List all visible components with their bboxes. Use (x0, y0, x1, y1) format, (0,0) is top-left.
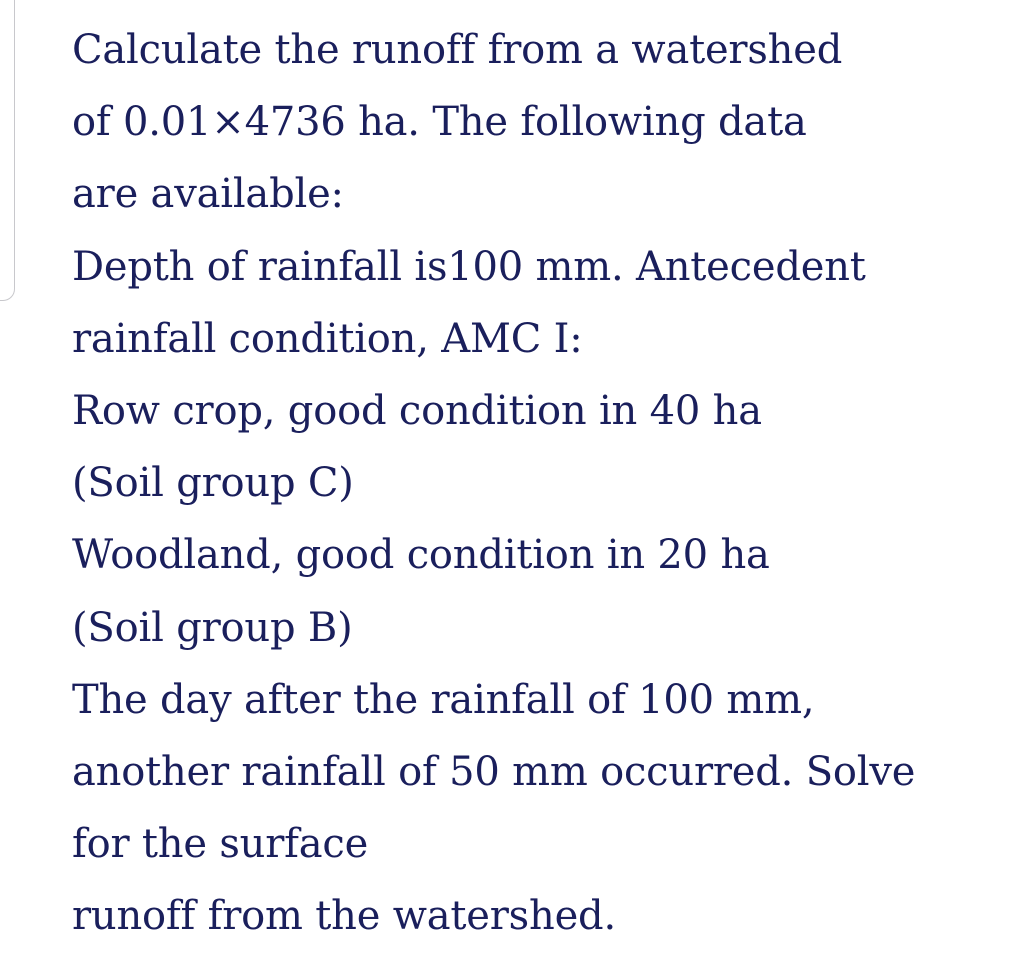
question-line: (Soil group B) (72, 604, 353, 651)
question-line: another rainfall of 50 mm occurred. Solve (72, 749, 916, 796)
question-line: (Soil group C) (72, 460, 354, 507)
question-line: Woodland, good condition in 20 ha (72, 532, 770, 579)
question-line: are available: (72, 171, 344, 218)
question-line: rainfall condition, AMC I: (72, 315, 583, 362)
question-line: for the surface (72, 821, 369, 868)
question-line: runoff from the watershed. (72, 893, 616, 940)
question-line: Depth of rainfall is100 mm. Antecedent (72, 243, 866, 290)
card-border-edge (0, 0, 15, 301)
question-line: of 0.01×4736 ha. The following data (72, 99, 807, 146)
question-line: Row crop, good condition in 40 ha (72, 388, 762, 435)
question-line: Calculate the runoff from a watershed (72, 27, 843, 73)
question-line: The day after the rainfall of 100 mm, (72, 676, 815, 723)
question-text (72, 14, 1012, 953)
